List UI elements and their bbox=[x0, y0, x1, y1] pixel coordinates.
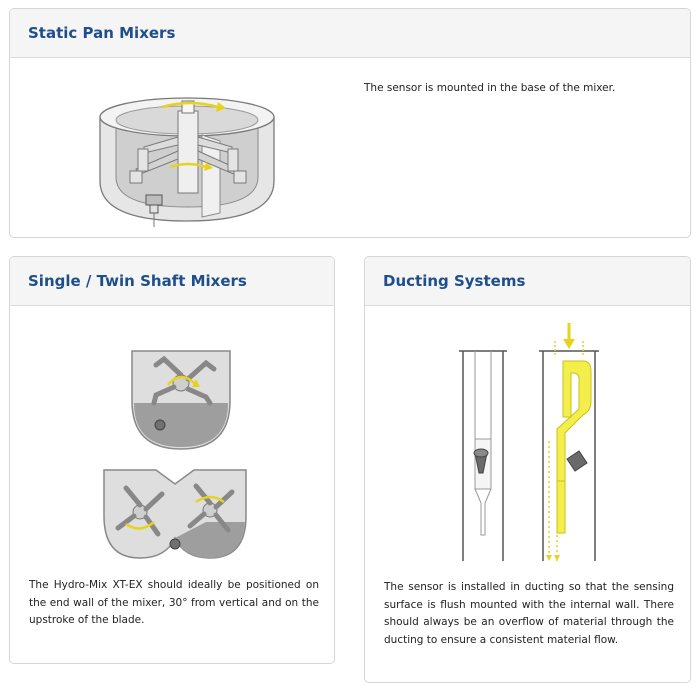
card-header bbox=[10, 257, 334, 306]
static-pan-description: The sensor is mounted in the base of the mixer. bbox=[364, 82, 616, 94]
card-title: Static Pan Mixers bbox=[28, 24, 176, 42]
ducting-description: The sensor is installed in ducting so that the sensing surface is flush mounted with the internal wall. There should always be an overflow of material through the ducting to ensure a consistent material flow. bbox=[384, 581, 674, 646]
card-title: Ducting Systems bbox=[383, 272, 526, 290]
ducting-illustration bbox=[453, 321, 613, 569]
twin-shaft-mixer-illustration bbox=[96, 462, 254, 562]
single-shaft-mixer-illustration bbox=[126, 345, 236, 455]
shaft-mixers-card bbox=[9, 256, 335, 664]
card-header bbox=[365, 257, 690, 306]
shaft-mixers-description: The Hydro-Mix XT-EX should ideally be positioned on the end wall of the mixer, 30° from vertical and on the upstroke of the blade. bbox=[29, 579, 319, 626]
card-title: Single / Twin Shaft Mixers bbox=[28, 272, 247, 290]
static-pan-mixer-illustration bbox=[92, 89, 282, 234]
card-header bbox=[10, 9, 690, 58]
static-pan-mixers-card bbox=[9, 8, 691, 238]
ducting-systems-card bbox=[364, 256, 691, 683]
